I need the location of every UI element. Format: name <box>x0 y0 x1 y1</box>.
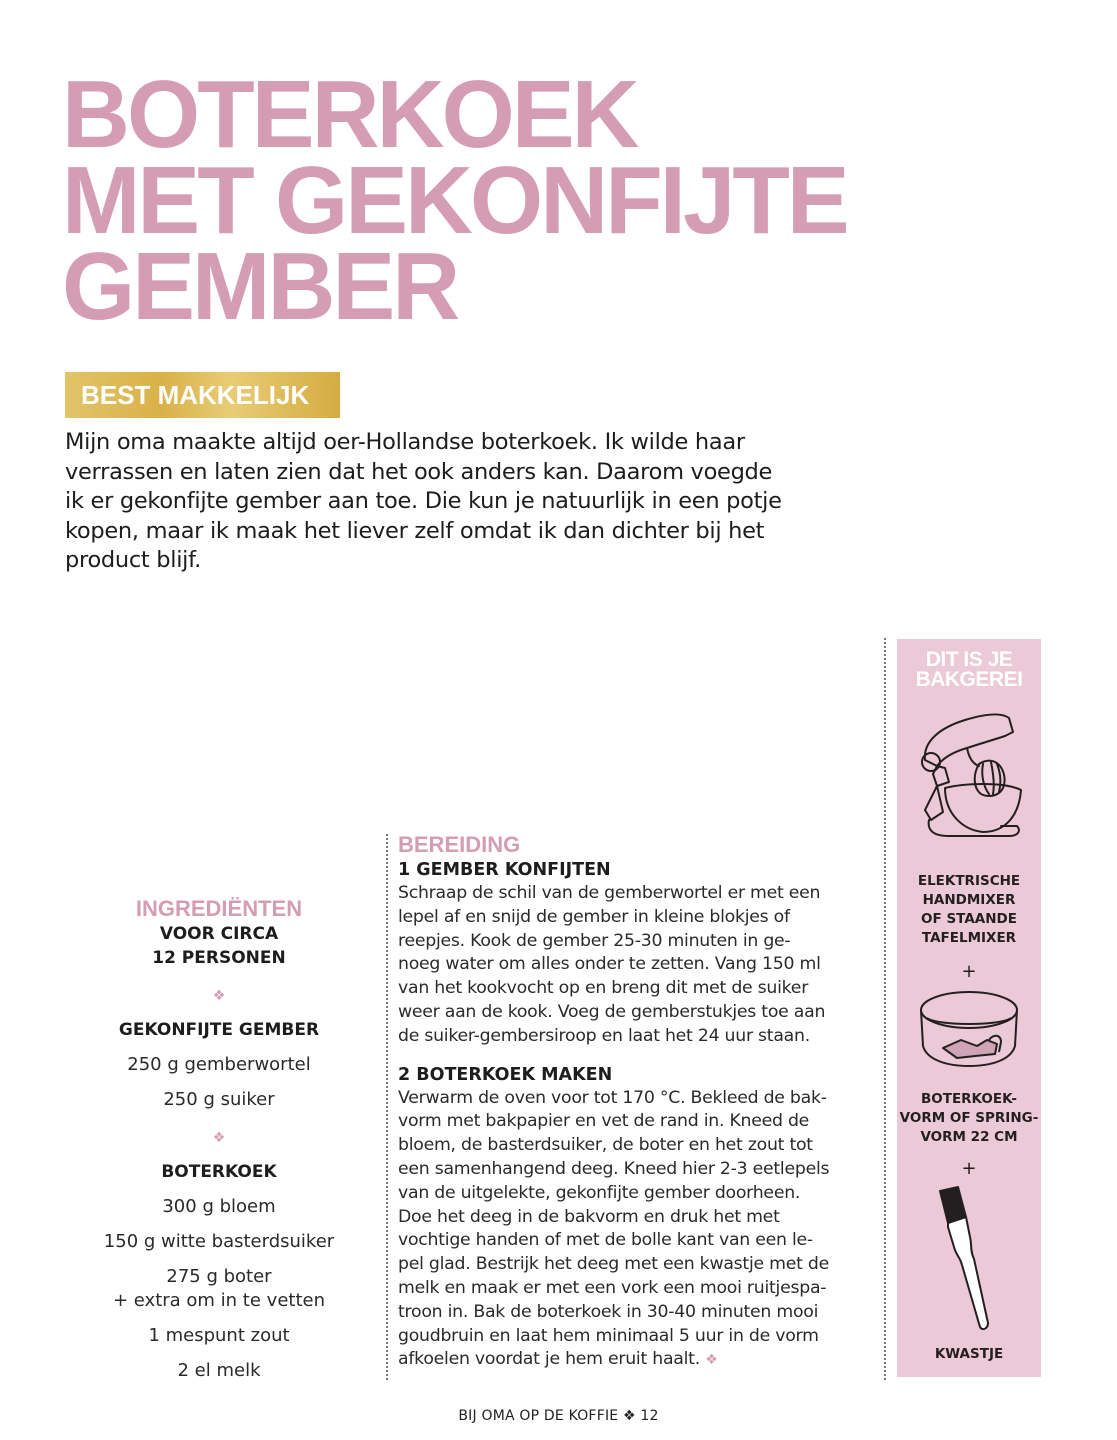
ingredients-heading: INGREDIËNTEN <box>135 896 303 921</box>
sidebar-title <box>897 650 1041 690</box>
page-footer <box>0 1408 1117 1424</box>
intro-line: verrassen en laten zien dat het ook anders kan. Daarom voegde <box>65 458 773 485</box>
step-line: bloem, de basterdsuiker, de boter en het zout tot <box>398 1135 813 1156</box>
preparation-column <box>398 832 876 1373</box>
title-line-3: GEMBER <box>62 233 458 340</box>
tool-label-line: ELEKTRISCHE <box>917 873 1021 889</box>
step-line: Schraap de schil van de gemberwortel er met een <box>398 883 821 903</box>
tool-label-line: HANDMIXER <box>922 892 1016 908</box>
ingredient-item: 2 el melk <box>177 1360 261 1381</box>
step-line: lepel af en snijd de gember in kleine blokjes of <box>398 906 790 927</box>
difficulty-label: BEST MAKKELIJK <box>81 379 310 410</box>
ingredient-item-main: 275 g boter <box>166 1266 272 1287</box>
step-title: 2 BOTERKOEK MAKEN <box>398 1064 613 1085</box>
step-line: pel glad. Bestrijk het deeg met een kwastje met de <box>398 1254 829 1275</box>
step-line <box>398 1348 876 1373</box>
springform-pan-icon <box>897 988 1041 1072</box>
step-line: goudbruin en laat hem minimaal 5 uur in de vorm <box>398 1325 819 1346</box>
ornament-divider-icon: ❖ <box>212 1130 226 1146</box>
ingredient-group-title: BOTERKOEK <box>161 1162 277 1182</box>
sidebar-title-line: BAKGEREI <box>915 668 1023 691</box>
tool-label-line: TAFELMIXER <box>921 930 1017 946</box>
servings-line-2: 12 PERSONEN <box>152 948 286 968</box>
sidebar-title-line: DIT IS JE <box>925 648 1013 671</box>
step-line: Doe het deeg in de bakvorm en druk het met <box>398 1206 780 1227</box>
intro-line: ik er gekonfijte gember aan toe. Die kun je natuurlijk in een potje <box>65 488 782 514</box>
intro-line: Mijn oma maakte altijd oer-Hollandse boterkoek. Ik wilde haar <box>65 429 745 455</box>
ingredient-item <box>90 1265 348 1313</box>
ingredients-column <box>90 896 348 1383</box>
tool-label-line: BOTERKOEK- <box>920 1091 1018 1107</box>
plus-icon: + <box>961 961 977 982</box>
column-divider <box>884 638 886 1380</box>
ingredient-item: 150 g witte basterdsuiker <box>103 1231 335 1252</box>
step-line: troon in. Bak de boterkoek in 30-40 minuten mooi <box>398 1301 819 1322</box>
stand-mixer-icon <box>897 702 1041 850</box>
step-text <box>398 1087 876 1374</box>
ingredient-item: 1 mespunt zout <box>148 1325 290 1346</box>
step-line: weer aan de kook. Voeg de gemberstukjes toe aan <box>398 1001 826 1022</box>
plus-icon: + <box>961 1158 977 1179</box>
ingredient-item: 250 g gemberwortel <box>127 1054 311 1075</box>
tool-label-line: KWASTJE <box>934 1346 1004 1362</box>
step-line: de suiker-gembersiroop en laat het 24 uur staan. <box>398 1025 810 1046</box>
ingredient-group-title: GEKONFIJTE GEMBER <box>118 1020 320 1040</box>
intro-line: kopen, maar ik maak het liever zelf omdat ik dan dichter bij het <box>65 517 765 544</box>
footer-separator-icon: ❖ <box>622 1408 636 1424</box>
tool-label-line: OF STAANDE <box>921 911 1017 927</box>
intro-paragraph <box>65 428 865 576</box>
servings-line-1: VOOR CIRCA <box>159 924 279 944</box>
difficulty-badge <box>65 372 340 418</box>
step-title: 1 GEMBER KONFIJTEN <box>398 860 611 880</box>
step-text <box>398 882 876 1049</box>
ornament-divider-icon: ❖ <box>212 988 226 1004</box>
page-number: 12 <box>640 1408 659 1424</box>
step-line: noeg water om alles onder te zetten. Vang 150 ml <box>398 954 821 975</box>
step-line: melk en maak er met een vork een mooi ruitjespa- <box>398 1277 827 1298</box>
tool-label <box>897 1090 1041 1147</box>
publication-name: BIJ OMA OP DE KOFFIE <box>458 1408 619 1424</box>
step-line-text: afkoelen voordat je hem eruit haalt. <box>398 1349 700 1370</box>
title-line-1: BOTERKOEK <box>62 61 637 168</box>
tool-label-line: VORM OF SPRING- <box>899 1110 1039 1126</box>
column-divider <box>386 834 388 1380</box>
step-line: een samenhangend deeg. Kneed hier 2-3 eetlepels <box>398 1158 830 1179</box>
preparation-heading: BEREIDING <box>398 832 521 857</box>
tool-label <box>897 872 1041 948</box>
ingredient-item-note: + extra om in te vetten <box>112 1290 325 1311</box>
title-line-2: MET GEKONFIJTE <box>62 147 847 254</box>
step-line: van het kookvocht op en breng dit met de suiker <box>398 978 809 999</box>
ingredient-item: 250 g suiker <box>163 1089 275 1110</box>
tool-label-line: VORM 22 CM <box>920 1129 1018 1145</box>
step-line: reepjes. Kook de gember 25-30 minuten in ge- <box>398 930 791 951</box>
tool-label <box>897 1345 1041 1364</box>
tools-sidebar <box>897 639 1041 1377</box>
intro-line: product blijf. <box>65 547 201 573</box>
step-line: Verwarm de oven voor tot 170 °C. Bekleed de bak- <box>398 1087 827 1108</box>
ingredient-item: 300 g bloem <box>162 1196 276 1217</box>
step-line: vochtige handen of met de bolle kant van een le- <box>398 1230 813 1251</box>
end-ornament-icon: ❖ <box>705 1352 718 1369</box>
step-line: van de uitgelekte, gekonfijte gember doorheen. <box>398 1182 801 1203</box>
pastry-brush-icon <box>897 1181 1041 1341</box>
recipe-title <box>62 61 847 340</box>
step-line: vorm met bakpapier en vet de rand in. Kneed de <box>398 1111 810 1132</box>
